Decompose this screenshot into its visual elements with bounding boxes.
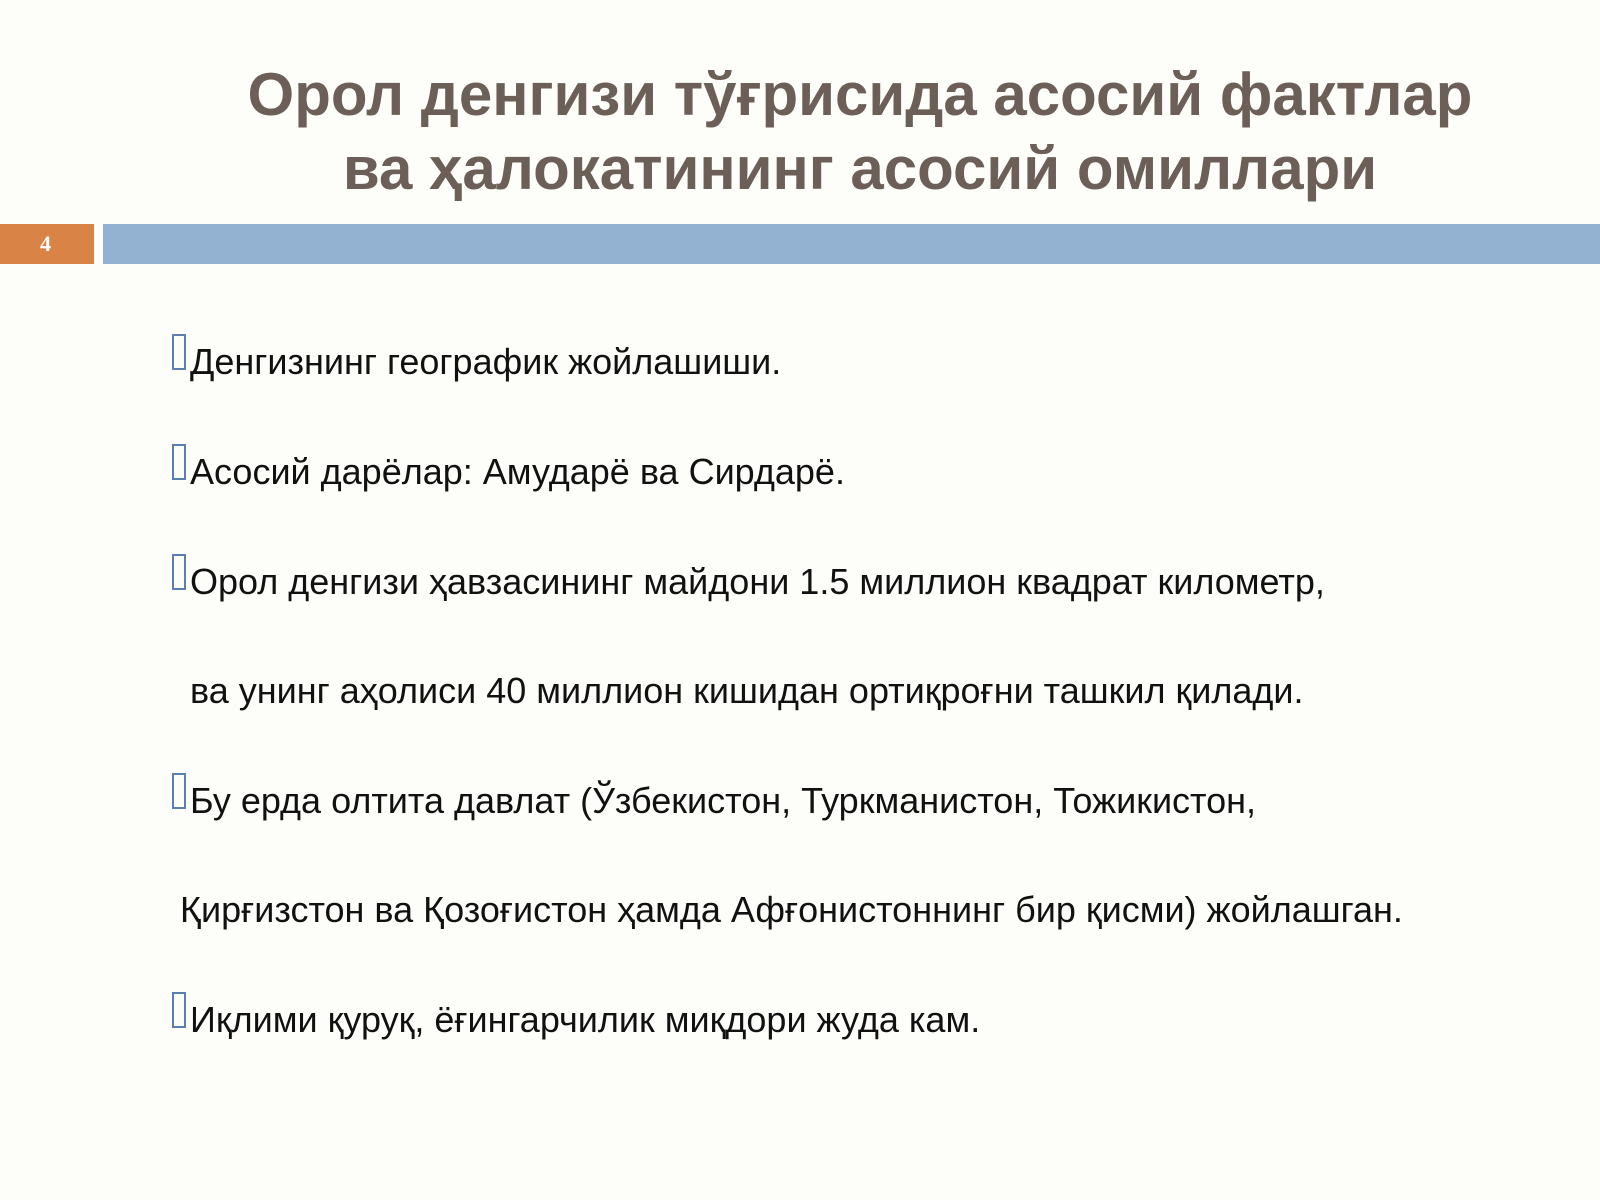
bullet-text-3-line-2: ва унинг аҳолиси 40 миллион кишидан ортиқроғни ташкил қилади. [190, 670, 1304, 711]
bullet-text-4-line-1: Бу ерда олтита давлат (Ўзбекистон, Туркманистон, Тожикистон, [190, 780, 1257, 821]
bullet-text-3-line-1: Орол денгизи ҳавзасининг майдони 1.5 миллион квадрат километр, [190, 561, 1325, 602]
slide-title-line-2: ва ҳалокатининг асосий омиллари [342, 135, 1378, 202]
slide-title-line-1: Орол денгизи тўғрисида асосий фактлар [247, 61, 1473, 128]
bullet-box-icon [172, 334, 186, 370]
bullet-box-icon [172, 992, 186, 1028]
page-number-badge: 4 [0, 224, 94, 264]
bullet-text-5: Иқлими қуруқ, ёғингарчилик миқдори жуда кам. [190, 999, 981, 1040]
bullet-box-icon [172, 773, 186, 809]
bullet-text-4-line-2: Қирғизстон ва Қозоғистон ҳамда Афғонистоннинг бир қисми) жойлашган. [180, 889, 1403, 930]
bullet-box-icon [172, 444, 186, 480]
bullet-text-2: Асосий дарёлар: Амударё ва Сирдарё. [190, 451, 845, 492]
bullet-text-1: Денгизнинг географик жойлашиши. [190, 341, 782, 382]
bullet-box-icon [172, 554, 186, 590]
